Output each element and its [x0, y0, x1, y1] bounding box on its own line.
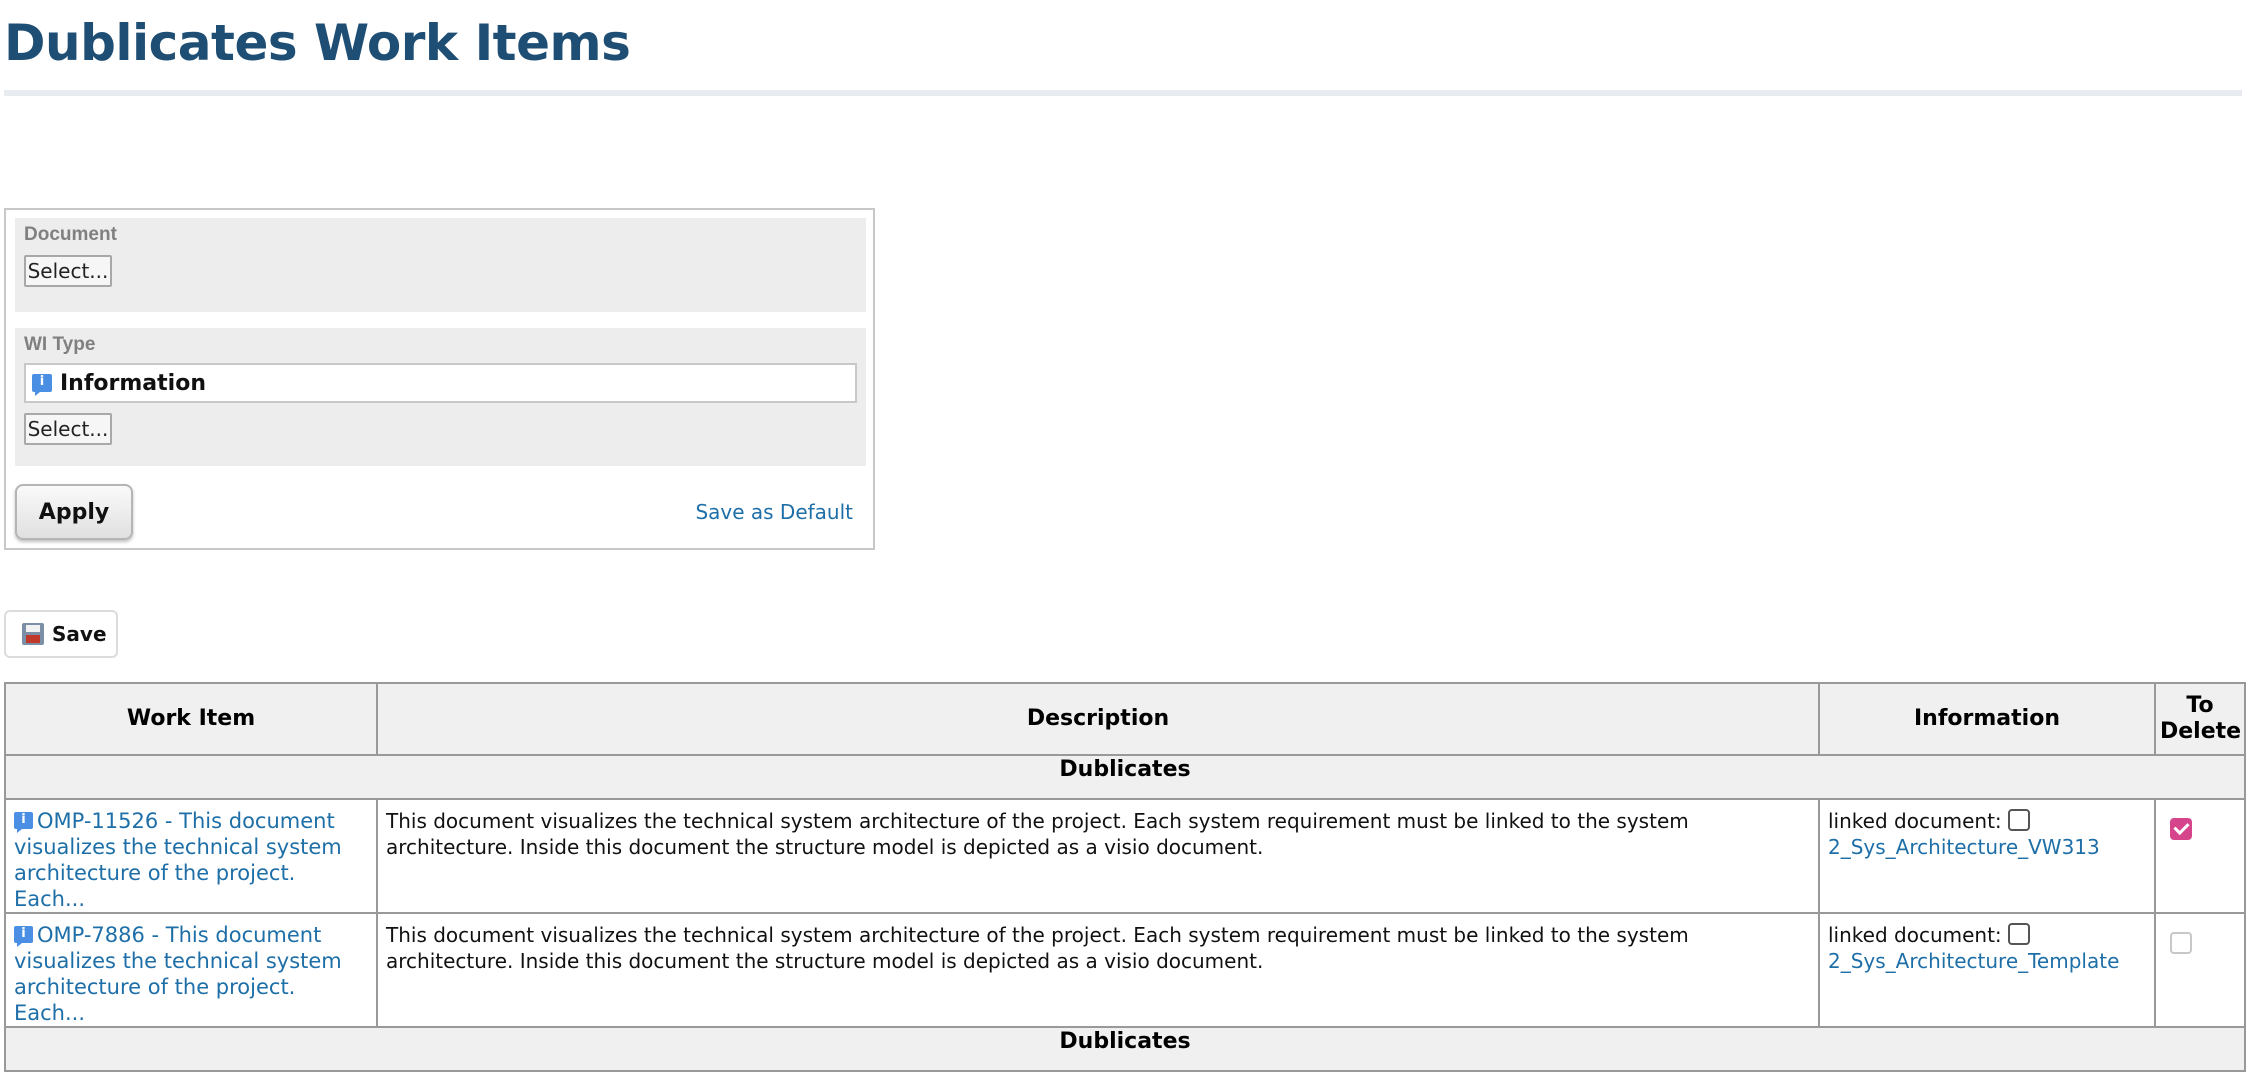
information-cell — [1819, 913, 2155, 1027]
wi-type-selected-value: Information — [60, 370, 206, 396]
description-cell: This document visualizes the technical system architecture of the project. Each system requirement must be linked to the system architecture. Inside this document the structure model is depicted as a visio document. — [377, 799, 1819, 913]
column-header-to-delete: To Delete — [2155, 683, 2245, 755]
table-row — [5, 799, 2245, 913]
information-cell — [1819, 799, 2155, 913]
document-select-button[interactable]: Select... — [24, 255, 112, 287]
work-item-title: OMP-11526 - This document visualizes the technical system architecture of the project. Each... — [14, 809, 342, 911]
to-delete-checkbox[interactable] — [2170, 932, 2192, 954]
linked-document-checkbox[interactable] — [2008, 809, 2030, 831]
to-delete-cell — [2155, 799, 2245, 913]
work-item-link[interactable] — [14, 809, 342, 911]
group-label: Dublicates — [5, 1027, 2245, 1071]
document-filter-group — [15, 218, 866, 312]
save-button[interactable] — [4, 610, 118, 658]
floppy-disk-icon — [22, 623, 44, 645]
to-delete-checkbox[interactable] — [2170, 818, 2192, 840]
document-filter-label: Document — [24, 224, 117, 245]
table-header-row — [5, 683, 2245, 755]
work-item-title: OMP-7886 - This document visualizes the technical system architecture of the project. Each... — [14, 923, 342, 1025]
save-as-default-link[interactable]: Save as Default — [695, 500, 853, 524]
wi-type-selected-field — [24, 363, 857, 403]
column-header-information: Information — [1819, 683, 2155, 755]
page-title: Dublicates Work Items — [4, 14, 631, 72]
group-label: Dublicates — [5, 755, 2245, 799]
wi-type-select-button[interactable]: Select... — [24, 413, 112, 445]
to-delete-cell — [2155, 913, 2245, 1027]
wi-type-filter-group — [15, 328, 866, 466]
linked-document-link[interactable]: 2_Sys_Architecture_Template — [1828, 949, 2120, 973]
information-icon — [14, 926, 33, 943]
linked-document-checkbox[interactable] — [2008, 923, 2030, 945]
group-row — [5, 1027, 2245, 1071]
linked-document-label: linked document: — [1828, 809, 2002, 833]
title-divider — [4, 90, 2242, 96]
information-icon — [32, 374, 52, 392]
work-item-cell — [5, 799, 377, 913]
linked-document-label: linked document: — [1828, 923, 2002, 947]
group-row — [5, 755, 2245, 799]
work-item-link[interactable] — [14, 923, 342, 1025]
description-cell: This document visualizes the technical system architecture of the project. Each system requirement must be linked to the system architecture. Inside this document the structure model is depicted as a visio document. — [377, 913, 1819, 1027]
column-header-work-item: Work Item — [5, 683, 377, 755]
save-button-label: Save — [52, 622, 107, 646]
filter-panel — [4, 208, 875, 550]
information-icon — [14, 812, 33, 829]
work-item-cell — [5, 913, 377, 1027]
apply-button[interactable]: Apply — [15, 484, 133, 540]
wi-type-filter-label: WI Type — [24, 334, 96, 355]
table-row — [5, 913, 2245, 1027]
column-header-description: Description — [377, 683, 1819, 755]
linked-document-link[interactable]: 2_Sys_Architecture_VW313 — [1828, 835, 2100, 859]
